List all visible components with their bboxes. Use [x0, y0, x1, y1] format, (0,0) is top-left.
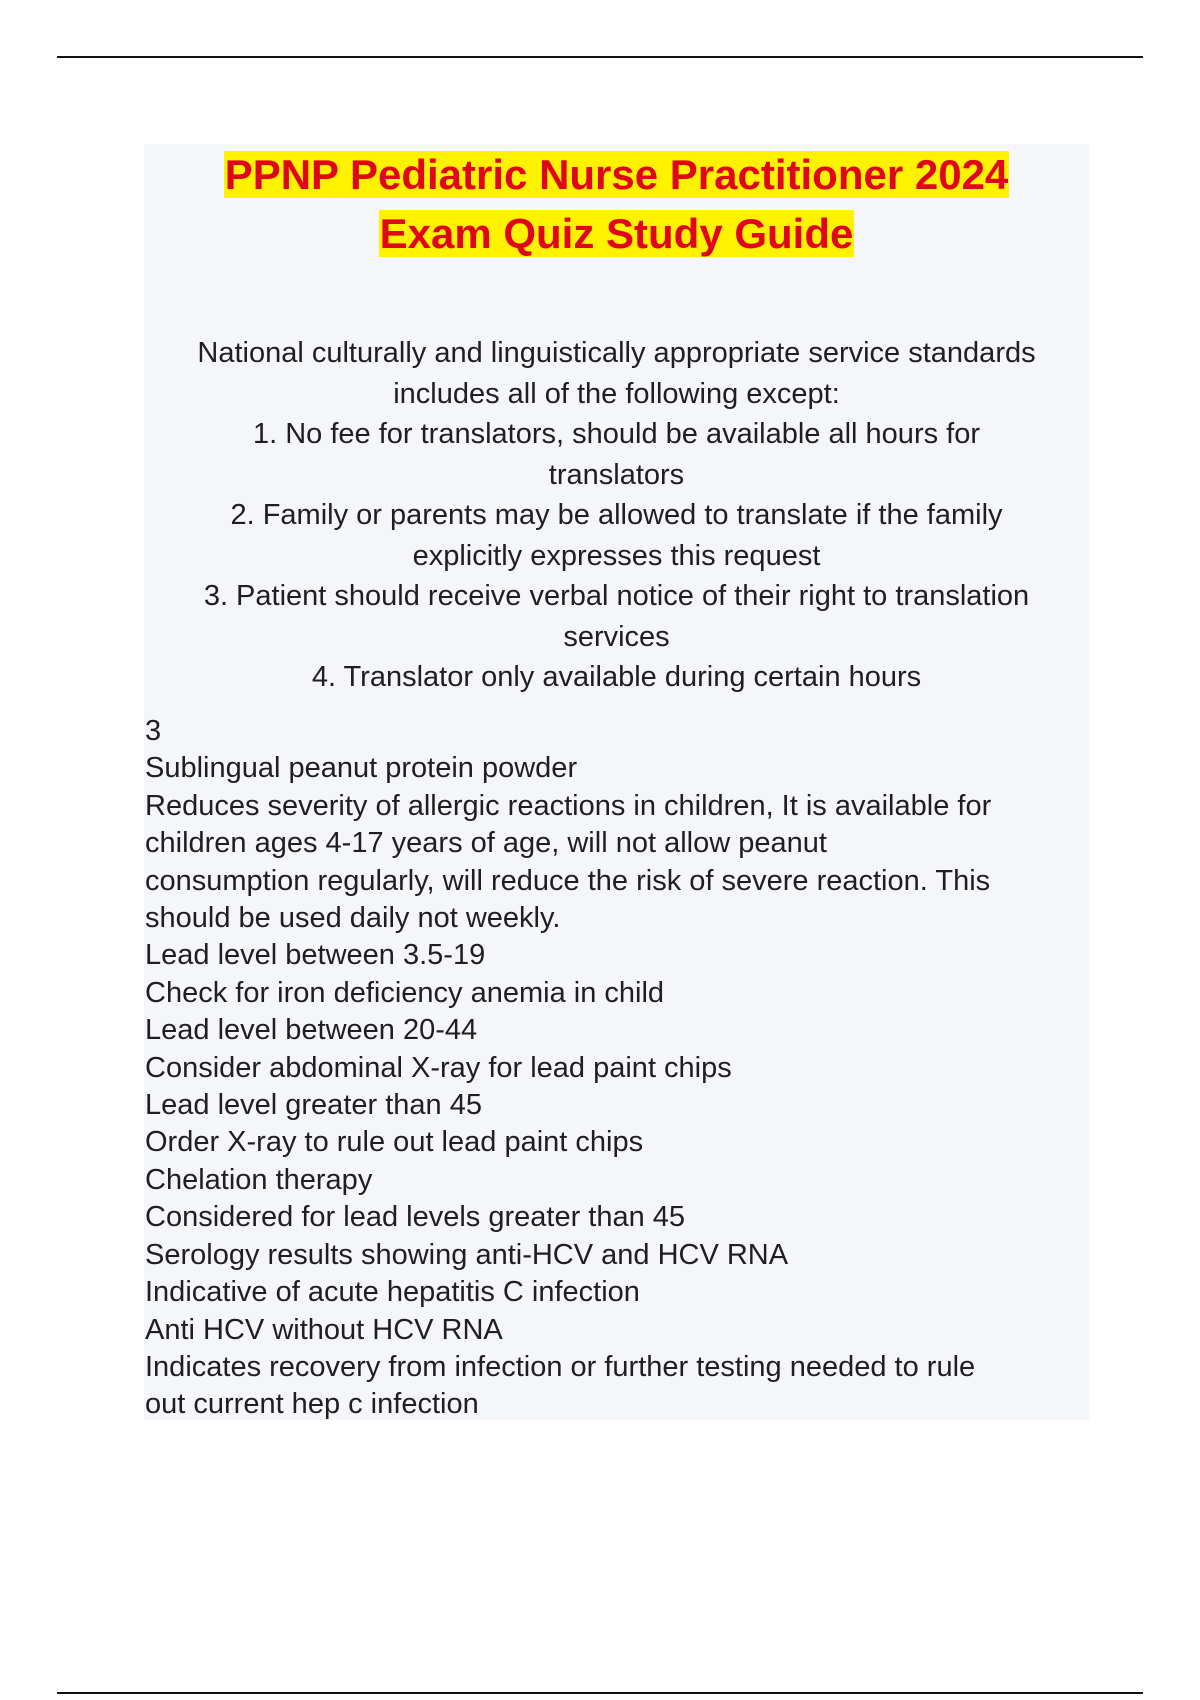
question-option: services: [563, 620, 670, 653]
term-line: Anti HCV without HCV RNA: [145, 1313, 503, 1346]
question-option: 1. No fee for translators, should be available all hours for: [252, 418, 980, 450]
definition-line: Considered for lead levels greater than 45: [145, 1201, 686, 1234]
definition-line: consumption regularly, will reduce the risk of severe reaction. This: [145, 864, 991, 897]
top-rule: [57, 56, 1143, 58]
term-line: Sublingual peanut protein powder: [145, 752, 578, 785]
definition-line: Indicative of acute hepatitis C infection: [145, 1276, 640, 1309]
question-option: 2. Family or parents may be allowed to translate if the family: [230, 499, 1003, 531]
term-line: Lead level between 3.5-19: [145, 939, 486, 972]
page-title: [144, 145, 1089, 263]
definition-line: Indicates recovery from infection or further testing needed to rule: [145, 1350, 976, 1383]
study-content: [145, 713, 1095, 1424]
definition-line: out current hep c infection: [145, 1388, 479, 1421]
question-line: National culturally and linguistically appropriate service standards: [197, 337, 1036, 369]
question-option: translators: [548, 458, 685, 491]
question-option: 3. Patient should receive verbal notice of their right to translation: [203, 580, 1030, 612]
definition-line: Order X-ray to rule out lead paint chips: [145, 1126, 644, 1159]
definition-line: Reduces severity of allergic reactions in children, It is available for: [145, 789, 992, 822]
question-option: 4. Translator only available during certain hours: [311, 661, 922, 693]
term-line: Lead level greater than 45: [145, 1089, 482, 1122]
bottom-rule: [57, 1692, 1143, 1694]
answer-line: 3: [145, 715, 162, 747]
definition-line: Consider abdominal X-ray for lead paint chips: [145, 1051, 732, 1084]
question-option: explicitly expresses this request: [412, 539, 821, 572]
term-line: Serology results showing anti-HCV and HCV RNA: [145, 1238, 789, 1271]
question-block: [144, 333, 1089, 698]
definition-line: children ages 4-17 years of age, will not allow peanut: [145, 827, 827, 860]
title-line-1: PPNP Pediatric Nurse Practitioner 2024: [224, 151, 1009, 198]
definition-line: should be used daily not weekly.: [145, 902, 561, 935]
question-line: includes all of the following except:: [393, 377, 840, 410]
title-line-2: Exam Quiz Study Guide: [379, 210, 854, 257]
term-line: Lead level between 20-44: [145, 1014, 478, 1047]
term-line: Chelation therapy: [145, 1163, 373, 1196]
definition-line: Check for iron deficiency anemia in child: [145, 976, 665, 1009]
